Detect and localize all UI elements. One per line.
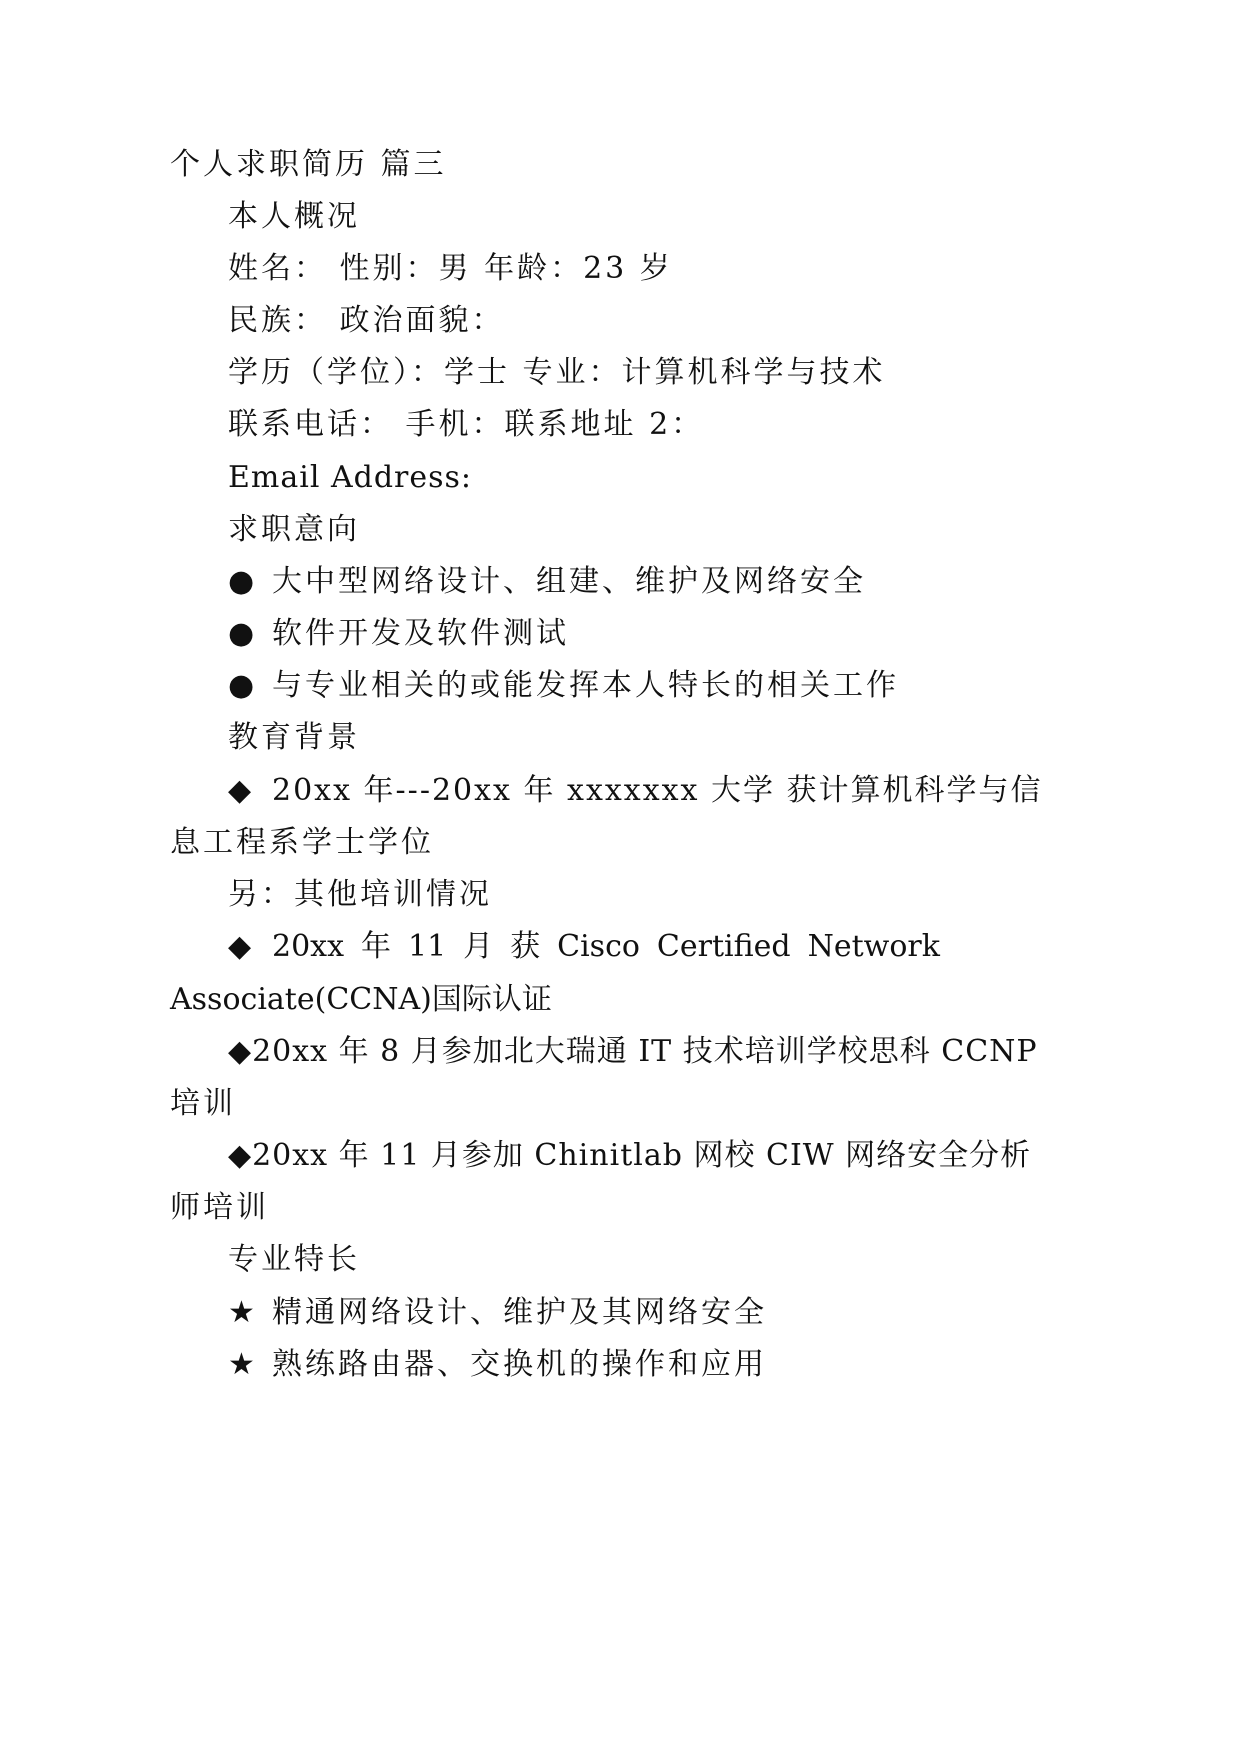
skills-item bbox=[228, 1295, 767, 1331]
training-ccna-line2: Associate(CCNA)国际认证 bbox=[170, 982, 552, 1017]
objective-item bbox=[228, 616, 569, 652]
education-entry-text: 20xx 年---20xx 年 xxxxxxx 大学 获计算机科学与信 bbox=[272, 773, 1043, 808]
objective-item-text: 软件开发及软件测试 bbox=[272, 616, 569, 651]
education-entry-line2: 息工程系学士学位 bbox=[170, 825, 434, 860]
ethnicity-row: 民族： 政治面貌： bbox=[228, 303, 505, 338]
skills-item bbox=[228, 1347, 767, 1383]
skills-item-text: 精通网络设计、维护及其网络安全 bbox=[272, 1295, 767, 1330]
diamond-bullet-icon: ◆ bbox=[228, 929, 255, 964]
diamond-bullet-icon: ◆ bbox=[228, 1034, 253, 1069]
other-training-label: 另：其他培训情况 bbox=[228, 877, 492, 912]
training-word: Certified bbox=[656, 929, 791, 964]
overview-heading: 本人概况 bbox=[228, 199, 360, 234]
star-bullet-icon: ★ bbox=[228, 1347, 255, 1382]
star-bullet-icon: ★ bbox=[228, 1295, 255, 1330]
training-word: Network bbox=[807, 929, 940, 964]
education-heading: 教育背景 bbox=[228, 720, 360, 755]
training-ciw-line2: 师培训 bbox=[170, 1190, 269, 1225]
circle-bullet-icon: ● bbox=[228, 616, 255, 651]
skills-item-text: 熟练路由器、交换机的操作和应用 bbox=[272, 1347, 767, 1382]
training-ccna-line1 bbox=[272, 929, 940, 965]
circle-bullet-icon: ● bbox=[228, 564, 255, 599]
name-row: 姓名： 性别：男 年龄：23 岁 bbox=[228, 251, 673, 286]
objective-item bbox=[228, 668, 899, 704]
training-ccnp-line2: 培训 bbox=[170, 1086, 236, 1121]
objective-item bbox=[228, 564, 866, 600]
training-ccnp-text: 20xx 年 8 月参加北大瑞通 IT 技术培训学校思科 CCNP bbox=[252, 1034, 1038, 1069]
education-entry-line1 bbox=[228, 773, 1043, 809]
objective-heading: 求职意向 bbox=[228, 512, 360, 547]
objective-item-text: 大中型网络设计、组建、维护及网络安全 bbox=[272, 564, 866, 599]
email-row: Email Address: bbox=[228, 460, 473, 495]
diamond-bullet-icon: ◆ bbox=[228, 773, 252, 808]
training-ccnp-line1 bbox=[228, 1034, 1038, 1070]
training-word: 月 bbox=[463, 929, 494, 964]
training-word: 获 bbox=[510, 929, 541, 964]
skills-heading: 专业特长 bbox=[228, 1242, 360, 1277]
training-word: Cisco bbox=[557, 929, 640, 964]
circle-bullet-icon: ● bbox=[228, 668, 255, 703]
training-ciw-line1 bbox=[228, 1138, 1031, 1174]
diamond-bullet-icon: ◆ bbox=[228, 1138, 253, 1173]
objective-item-text: 与专业相关的或能发挥本人特长的相关工作 bbox=[272, 668, 899, 703]
training-ciw-text: 20xx 年 11 月参加 Chinitlab 网校 CIW 网络安全分析 bbox=[252, 1138, 1032, 1173]
training-word: 年 bbox=[361, 929, 391, 964]
education-row: 学历（学位）：学士 专业：计算机科学与技术 bbox=[228, 355, 886, 390]
training-word: 20xx bbox=[272, 929, 345, 964]
document-title: 个人求职简历 篇三 bbox=[170, 147, 447, 182]
training-word: 11 bbox=[407, 929, 447, 964]
phone-row: 联系电话： 手机：联系地址 2： bbox=[228, 407, 705, 442]
